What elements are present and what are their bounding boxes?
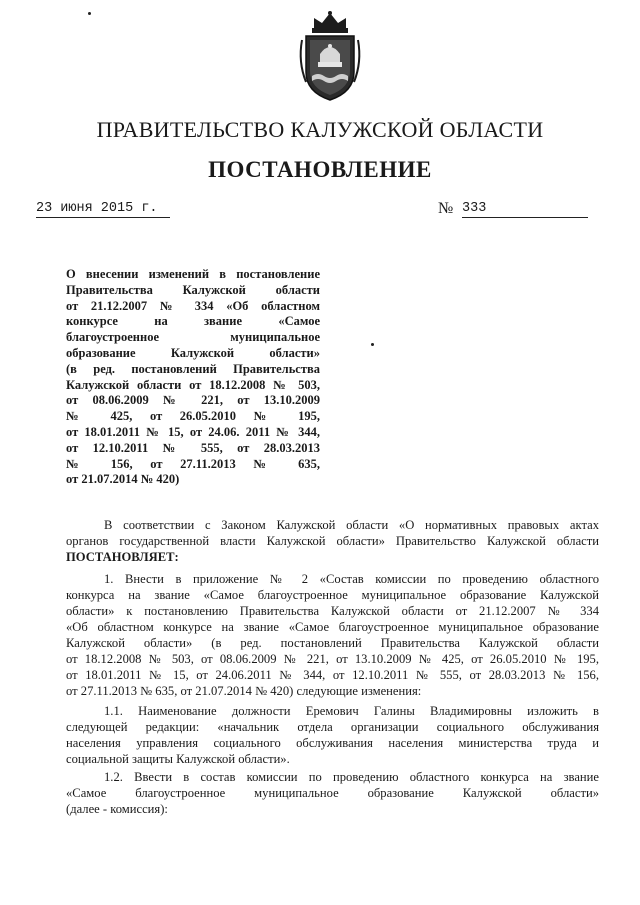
number-label: №	[438, 200, 454, 217]
item-1-1-line: населения управления социального обслуживания населения министерства труда и	[66, 736, 599, 750]
item-1-1-line: социальной защиты Калужской области».	[66, 752, 290, 766]
resolves-heading: ПОСТАНОВЛЯЕТ:	[66, 550, 179, 564]
subject-line: от 21.07.2014 № 420)	[66, 472, 180, 487]
document-subject	[66, 267, 320, 488]
government-title: ПРАВИТЕЛЬСТВО КАЛУЖСКОЙ ОБЛАСТИ	[96, 117, 544, 142]
item-1-line: от 27.11.2013 № 635, от 21.07.2014 № 420) следующие изменения:	[66, 684, 422, 698]
item-1-line: конкурса на звание «Самое благоустроенное муниципальное образование Калужской	[66, 588, 599, 602]
item-1-1-line: 1.1. Наименование должности Еремович Галины Владимировны изложить в	[104, 704, 599, 718]
coat-of-arms-emblem	[296, 10, 364, 104]
subject-line: от 08.06.2009 № 221, от 13.10.2009	[66, 393, 320, 408]
number-underline	[462, 217, 588, 218]
item-1-line: 1. Внести в приложение № 2 «Состав комиссии по проведению областного	[104, 572, 599, 586]
preamble	[66, 517, 599, 565]
subject-line: от 18.01.2011 № 15, от 24.06. 2011 № 344,	[66, 424, 320, 439]
subject-line: № 156, от 27.11.2013 № 635,	[66, 456, 320, 471]
item-1-line: от 18.01.2011 № 15, от 24.06.2011 № 344, от 12.10.2011 № 555, от 28.03.2013 № 156,	[66, 668, 599, 682]
subject-line: от 21.12.2007 № 334 «Об областном	[66, 298, 320, 313]
subject-line: Правительства Калужской области	[66, 282, 320, 297]
item-1-line: области» к постановлению Правительства Калужской области от 21.12.2007 № 334	[66, 604, 599, 618]
subject-line: конкурсе на звание «Самое	[66, 314, 320, 329]
subject-line: О внесении изменений в постановление	[66, 267, 320, 281]
preamble-line: органов государственной власти Калужской области» Правительство Калужской области	[66, 534, 599, 548]
document-date: 23 июня 2015 г.	[36, 201, 158, 216]
item-1-2-line: 1.2. Ввести в состав комиссии по проведению областного конкурса на звание	[104, 770, 599, 784]
subject-line: (в ред. постановлений Правительства	[66, 361, 320, 376]
item-1-2	[66, 769, 599, 817]
item-1-1	[66, 703, 599, 767]
document-type-title: ПОСТАНОВЛЕНИЕ	[208, 157, 432, 182]
scan-speck	[88, 12, 91, 15]
preamble-line: В соответствии с Законом Калужской области «О нормативных правовых актах	[104, 518, 599, 532]
date-underline	[36, 217, 170, 218]
subject-line: благоустроенное муниципальное	[66, 330, 320, 345]
subject-line: Калужской области от 18.12.2008 № 503,	[66, 377, 320, 392]
item-1-1-line: следующей редакции: «начальник отдела организации социального обслуживания	[66, 720, 599, 734]
scan-speck	[371, 343, 374, 346]
item-1-line: Калужской области» (в ред. постановлений Правительства Калужской области	[66, 636, 599, 650]
item-1-2-line: (далее - комиссия):	[66, 802, 168, 816]
subject-line: образование Калужской области»	[66, 345, 320, 360]
subject-line: № 425, от 26.05.2010 № 195,	[66, 409, 320, 424]
item-1-line: от 18.12.2008 № 503, от 08.06.2009 № 221, от 13.10.2009 № 425, от 26.05.2010 № 195,	[66, 652, 599, 666]
item-1	[66, 571, 599, 699]
subject-line: от 12.10.2011 № 555, от 28.03.2013	[66, 440, 320, 455]
item-1-2-line: «Самое благоустроенное муниципальное образование Калужской области»	[66, 786, 599, 800]
document-number: 333	[462, 201, 487, 216]
item-1-line: «Об областном конкурсе на звание «Самое благоустроенное муниципальное образование	[66, 620, 599, 634]
